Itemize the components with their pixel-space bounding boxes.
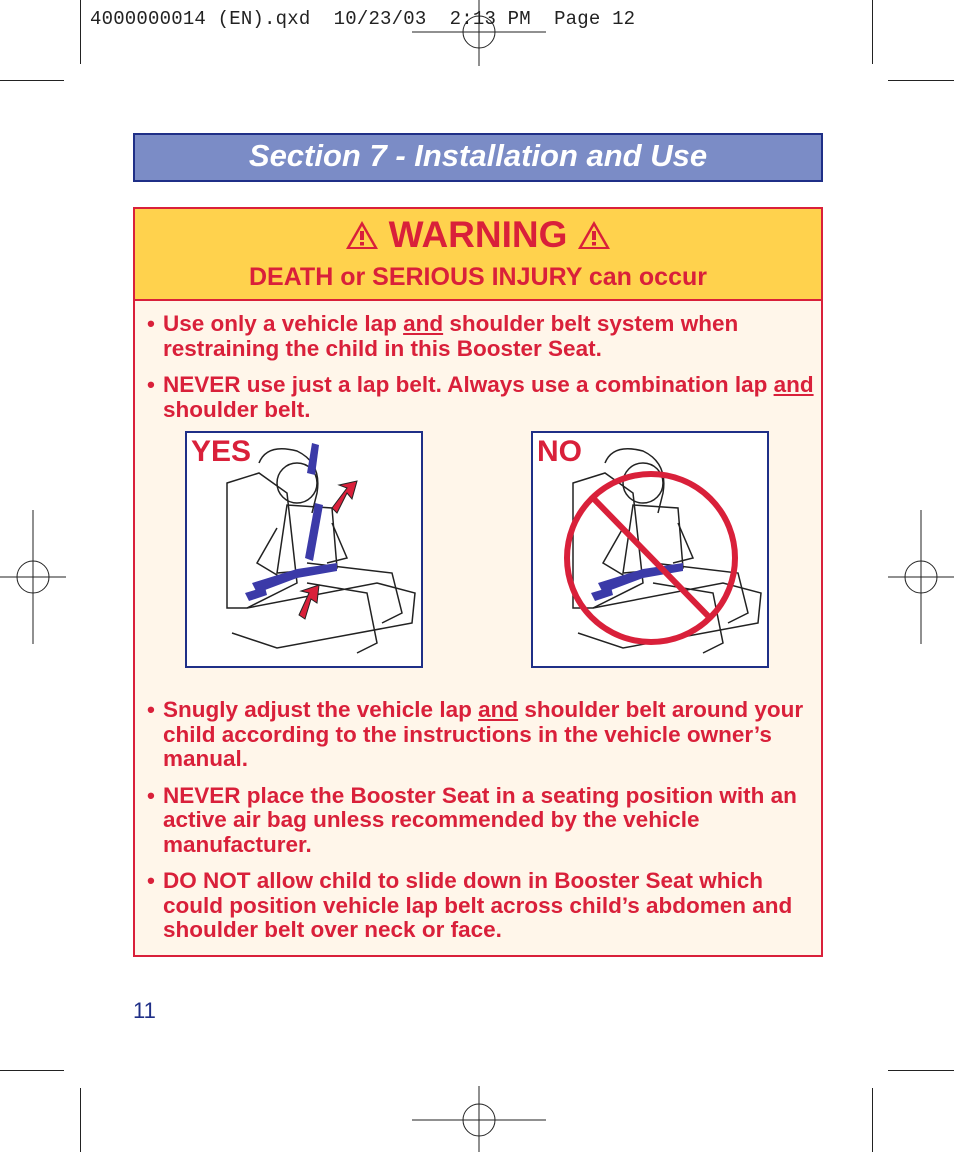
crop-mark bbox=[872, 0, 873, 64]
bullet-text: Snugly adjust the vehicle lap bbox=[163, 697, 479, 722]
bullet-text: DO NOT allow child to slide down in Booster Seat which could position vehicle lap belt across child’s abdomen and shoulder belt over neck or face. bbox=[163, 868, 793, 942]
no-illustration bbox=[531, 431, 769, 668]
bullet-emphasis: and bbox=[403, 311, 444, 336]
section-title: Section 7 - Installation and Use bbox=[248, 138, 708, 173]
arrow-icon bbox=[299, 585, 319, 619]
crop-mark bbox=[80, 1088, 81, 1152]
registration-mark-icon bbox=[412, 1086, 546, 1152]
crop-mark bbox=[0, 1070, 64, 1071]
warning-bullet: • Snugly adjust the vehicle lap and shoulder belt around your child according to the instructions in the vehicle owner’s manual. bbox=[147, 697, 804, 771]
warning-subtitle: DEATH or SERIOUS INJURY can occur bbox=[249, 263, 707, 291]
crop-mark bbox=[0, 80, 64, 81]
warning-bullet: • DO NOT allow child to slide down in Booster Seat which could position vehicle lap belt across child’s abdomen and shoulder belt over neck or face. bbox=[147, 868, 793, 942]
bullet-list-bottom bbox=[147, 698, 817, 955]
warning-header bbox=[135, 209, 821, 301]
no-label: NO bbox=[537, 435, 582, 468]
bullet-emphasis: and bbox=[478, 697, 519, 722]
bullet-text: shoulder belt. bbox=[163, 396, 311, 422]
crop-mark bbox=[872, 1088, 873, 1152]
bullet-text: shoulder belt around your child according to the instructions in the vehicle owner’s manual. bbox=[163, 697, 804, 771]
section-header bbox=[133, 133, 823, 182]
bullet-text: shoulder belt system when restraining the child in this Booster Seat. bbox=[163, 311, 739, 361]
warning-bullet: • Use only a vehicle lap and shoulder belt system when restraining the child in this Booster Seat. bbox=[147, 311, 739, 361]
yes-illustration bbox=[185, 431, 423, 668]
crop-mark bbox=[888, 80, 954, 81]
warning-title-text: WARNING bbox=[388, 214, 568, 255]
yes-label: YES bbox=[191, 435, 252, 468]
warning-triangle-icon bbox=[577, 220, 611, 250]
registration-mark-icon bbox=[412, 0, 546, 66]
warning-bullet: • NEVER use just a lap belt. Always use a combination lap and shoulder belt. bbox=[147, 372, 814, 422]
printer-slug: 4000000014 (EN).qxd 10/23/03 2:13 PM Page 12 bbox=[90, 8, 636, 30]
prohibition-icon bbox=[567, 474, 735, 642]
registration-mark-icon bbox=[0, 510, 66, 644]
crop-mark bbox=[888, 1070, 954, 1071]
crop-mark bbox=[80, 0, 81, 64]
registration-mark-icon bbox=[888, 510, 954, 644]
bullet-text: NEVER use just a lap belt. Always use a combination lap bbox=[163, 372, 774, 397]
bullet-emphasis: and bbox=[773, 372, 814, 397]
warning-triangle-icon bbox=[345, 220, 379, 250]
bullet-text: NEVER place the Booster Seat in a seating position with an active air bag unless recommended by the vehicle manufacturer. bbox=[163, 782, 797, 857]
warning-bullet: • NEVER place the Booster Seat in a seating position with an active air bag unless recommended by the vehicle manufacturer. bbox=[147, 782, 797, 857]
warning-title bbox=[135, 214, 821, 256]
bullet-text: Use only a vehicle lap bbox=[163, 311, 404, 336]
warning-box bbox=[133, 207, 823, 957]
bullet-list-top bbox=[147, 312, 817, 434]
arrow-icon bbox=[332, 481, 357, 513]
page-number: 11 bbox=[133, 998, 156, 1023]
